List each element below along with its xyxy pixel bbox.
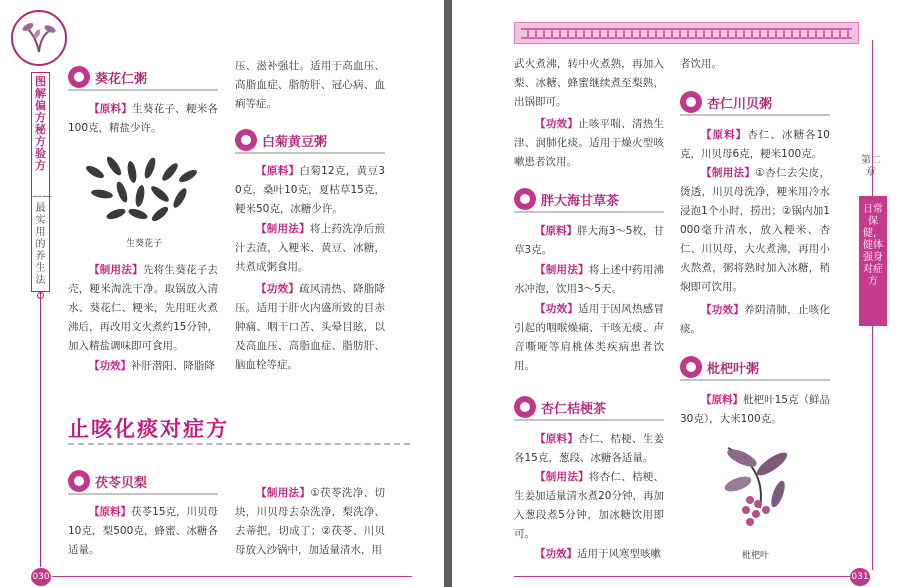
section-heading: 枇杷叶粥 xyxy=(680,356,830,378)
right-page xyxy=(452,0,899,587)
section-heading: 葵花仁粥 xyxy=(68,66,218,88)
footer-line xyxy=(514,576,850,577)
paragraph: 【功效】止咳平喘、清热生津、润肺化痰。适用于燥火型咳嗽患者饮用。 xyxy=(514,118,665,168)
flower-bullet-icon xyxy=(235,129,257,151)
paragraph: 【功效】适用于因风热感冒引起的咽喉燥痛、干咳无痰、声音嘶哑等肩桃体类疾病患者饮用。 xyxy=(514,303,665,372)
paragraph: 武火煮沸，转中火煮熟，再加入梨、冰糖、蜂蜜继续煮至梨熟，出锅即可。 xyxy=(514,58,664,108)
section-heading: 杏仁桔梗茶 xyxy=(514,396,664,418)
flower-bullet-icon xyxy=(68,66,90,88)
paragraph: 【制用法】先将生葵花子去壳，粳米淘洗干净。取锅放入清水、葵花仁、粳米，先用旺火煮沸后，再改用文火煮约15分钟，加入精盐调味即可食用。 xyxy=(68,264,219,352)
sunflower-seeds-illustration xyxy=(80,150,202,226)
paragraph: 【原料】生葵花子、粳米各100克，精盐少许。 xyxy=(68,103,219,134)
flower-bullet-icon xyxy=(514,188,536,210)
page-number: 030 xyxy=(31,568,51,586)
loquat-leaf-illustration xyxy=(720,438,792,530)
chapter-label: 第二章 xyxy=(861,155,881,178)
paragraph: 【功效】适用于风寒型咳嗽 xyxy=(535,548,661,560)
flower-bullet-icon xyxy=(680,91,702,113)
decorative-top-band xyxy=(514,22,859,44)
book-subtitle: ——最实用的养生法 xyxy=(32,191,52,286)
section-heading: 茯苓贝梨 xyxy=(68,470,218,492)
flower-bullet-icon xyxy=(514,396,536,418)
band-line xyxy=(40,292,41,567)
page-number: 031 xyxy=(850,568,870,586)
chapter-heading: 止咳化痰对症方 xyxy=(68,417,229,441)
paragraph: 【原料】茯苓15克，川贝母10克，梨500克，蜂蜜、冰糖各适量。 xyxy=(68,506,218,556)
paragraph: 【原料】杏仁、冰糖各10克，川贝母6克，粳米100克。 xyxy=(680,129,830,160)
paragraph: 【制用法】①杏仁去尖皮，烫透，川贝母洗净，粳米用冷水浸泡1个小时，捞出；②锅内加1000毫升清水，放入粳米、杏仁、川贝母，大火煮沸，再用小火熬煮，粥将熟时加入冰糖，稍焖即可饮用。 xyxy=(680,167,830,293)
chapter-title-band: 日常保健，健体强身对症方 xyxy=(859,196,887,326)
footer-line xyxy=(52,576,412,577)
paragraph: 【制用法】将上药洗净后煎汁去渣，入粳米、黄豆、冰糖，共煮成粥食用。 xyxy=(235,223,386,273)
paragraph: 【制用法】①茯苓洗净、切块，川贝母去杂洗净，梨洗净、去蒂把，切成丁；②茯苓、川贝母放入沙锅中，加适量清水，用 xyxy=(235,487,385,556)
paragraph: 【制用法】将上述中药用沸水冲泡，饮用3～5天。 xyxy=(514,264,665,295)
book-gutter xyxy=(444,0,452,587)
paragraph: 【原料】枇杷叶15克（鲜品30克），大米100克。 xyxy=(680,394,830,425)
book-title: 图解偏方秘方验方 xyxy=(35,75,46,172)
figure-caption: 生葵花子 xyxy=(126,239,163,249)
paragraph: 【制用法】将杏仁、桔梗、生姜加适量清水煮20分钟，再加入葱段煮5分钟，加冰糖饮用即可。 xyxy=(514,471,665,540)
flower-bullet-icon xyxy=(68,470,90,492)
flower-bullet-icon xyxy=(680,356,702,378)
book-title-band xyxy=(31,72,50,292)
heading-divider xyxy=(68,443,410,445)
paragraph: 【原料】白菊12克，黄豆30克，桑叶10克，夏枯草15克，粳米50克，冰糖少许。 xyxy=(235,165,385,215)
section-heading: 白菊黄豆粥 xyxy=(235,129,385,151)
figure-caption: 枇杷叶 xyxy=(742,551,770,561)
book-logo-emblem xyxy=(11,10,67,66)
paragraph: 【功效】养阴清肺，止咳化痰。 xyxy=(680,304,831,335)
paragraph: 压、滋补强壮。适用于高血压、高脂血症、脂肪肝、冠心病、血痢等症。 xyxy=(235,60,385,110)
paragraph: 【原料】杏仁、桔梗、生姜各15克，葱段、冰糖各适量。 xyxy=(514,433,665,464)
paragraph: 【功效】补肝潜阳、降脂降 xyxy=(89,360,215,372)
paragraph: 【原料】胖大海3～5枚，甘草3克。 xyxy=(514,225,664,256)
section-heading: 杏仁川贝粥 xyxy=(680,91,830,113)
section-heading: 胖大海甘草茶 xyxy=(514,188,664,210)
paragraph: 【功效】疏风清热、降脂降压。适用于肝火内盛所致的目赤肿痛、咽干口苦、头晕目眩，以及高血压、高脂血症、脂肪肝、脑血栓等症。 xyxy=(235,283,386,371)
left-page xyxy=(0,0,444,587)
paragraph: 者饮用。 xyxy=(680,58,722,70)
